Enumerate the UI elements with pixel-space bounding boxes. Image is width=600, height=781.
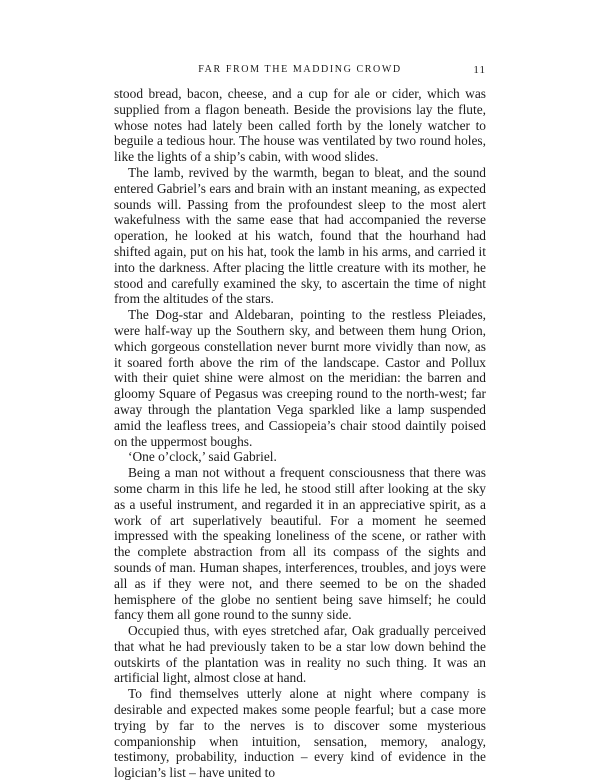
body-text: [114, 86, 486, 781]
page-number: 11: [473, 64, 486, 76]
paragraph: Occupied thus, with eyes stretched afar, Oak gradually perceived that what he had previously taken to be a star low down behind the outskirts of the plantation was in reality no such thing. It was an artificial light, almost close at hand.: [114, 623, 486, 686]
running-head: [114, 64, 486, 80]
paragraph: Being a man not without a frequent consciousness that there was some charm in this life he led, he stood still after looking at the sky as a useful instrument, and regarded it in an appreciative spirit, as a work of art superlatively beautiful. For a moment he seemed impressed with the speaking loneliness of the scene, or rather with the complete abstraction from all its compass of the sights and sounds of man. Human shapes, interferences, troubles, and joys were all as if they were not, and there seemed to be on the shaded hemisphere of the globe no sentient being save himself; he could fancy them all gone round to the sunny side.: [114, 465, 486, 623]
paragraph: The lamb, revived by the warmth, began to bleat, and the sound entered Gabriel’s ears and brain with an instant meaning, as expected sounds will. Passing from the profoundest sleep to the most alert wakefulness with the same ease that had accompanied the reverse operation, he looked at his watch, found that the hourhand had shifted again, put on his hat, took the lamb in his arms, and carried it into the darkness. After placing the little creature with its mother, he stood and carefully examined the sky, to ascertain the time of night from the altitudes of the stars.: [114, 164, 486, 307]
paragraph: The Dog-star and Aldebaran, pointing to the restless Pleiades, were half-way up the Southern sky, and between them hung Orion, which gorgeous constellation never burnt more vividly than now, as it soared forth above the rim of the landscape. Castor and Pollux with their quiet shine were almost on the meridian: the barren and gloomy Square of Pegasus was creeping round to the north-west; far away through the plantation Vega sparkled like a lamp suspended amid the leafless trees, and Cassiopeia’s chair stood daintily poised on the uppermost boughs.: [114, 307, 486, 449]
running-title: FAR FROM THE MADDING CROWD: [198, 64, 402, 75]
paragraph: To find themselves utterly alone at night where company is desirable and expected makes some people fearful; but a case more trying by far to the nerves is to discover some mysterious companionship when intuition, sensation, memory, analogy, testimony, probability, induction – every kind of evidence in the logician’s list – have united to: [114, 686, 486, 781]
paragraph-dialogue: ‘One o’clock,’ said Gabriel.: [128, 449, 277, 465]
paragraph-continued: stood bread, bacon, cheese, and a cup for ale or cider, which was supplied from a flagon beneath. Beside the provisions lay the flute, whose notes had lately been called forth by the lonely watcher to beguile a tedious hour. The house was ventilated by two round holes, like the lights of a ship’s cabin, with wood slides.: [114, 86, 486, 165]
